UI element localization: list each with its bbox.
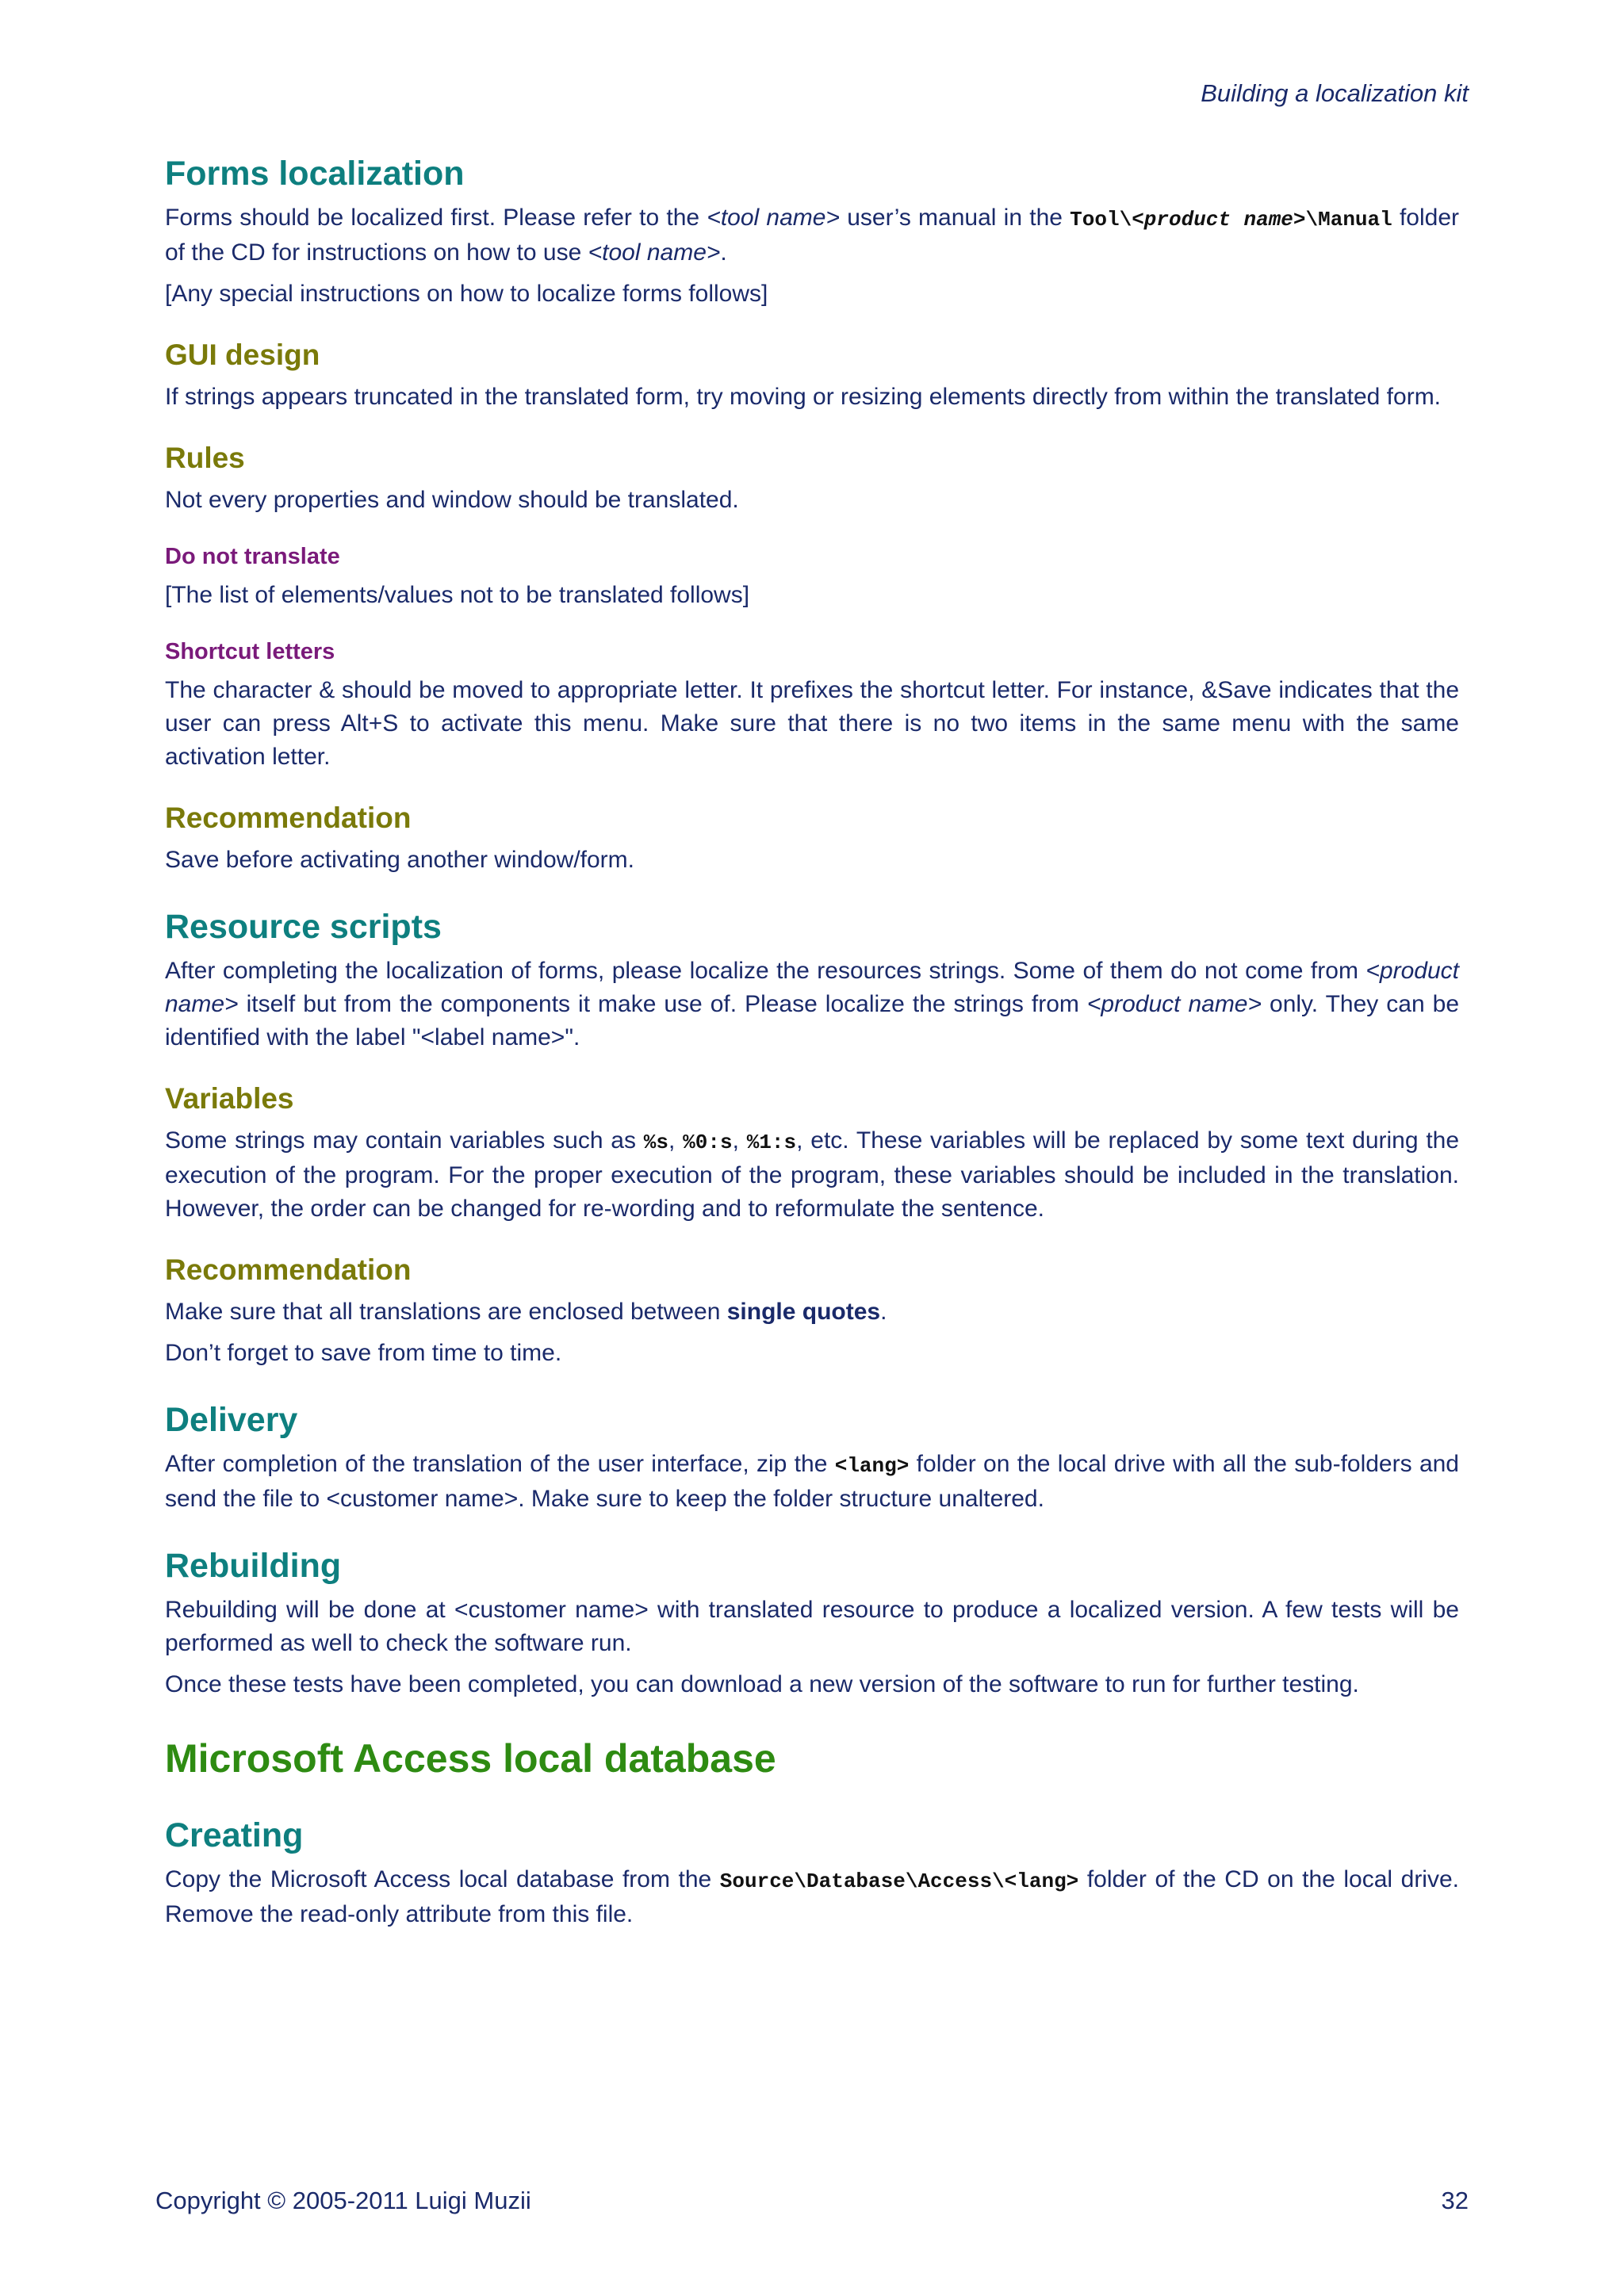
heading-microsoft-access: Microsoft Access local database	[165, 1736, 776, 1781]
paragraph-rec2-2: Don’t forget to save from time to time.	[165, 1340, 562, 1366]
paragraph-shortcut-1: The character & should be moved to appropriate letter. It prefixes the shortcut letter. For instance, &Save indicates that the user can press Alt+S to activate this menu. Make sure that there is no two items in the same menu with the same activation letter.	[165, 677, 1459, 770]
heading-delivery: Delivery	[165, 1401, 298, 1439]
text-run: .	[880, 1299, 887, 1325]
heading-resource-scripts: Resource scripts	[165, 908, 442, 946]
placeholder-tool-name: <tool name>	[707, 205, 840, 231]
heading-shortcut-letters: Shortcut letters	[165, 639, 335, 664]
code-path: Tool\	[1070, 208, 1132, 232]
paragraph-variables-1	[165, 1124, 1459, 1226]
paragraph-donot-1: [The list of elements/values not to be translated follows]	[165, 582, 750, 608]
paragraph-rec2-1	[165, 1295, 1459, 1329]
footer-page-number: 32	[1441, 2187, 1469, 2214]
text-run: After completion of the translation of the user interface, zip the	[165, 1451, 835, 1477]
paragraph-forms-1	[165, 201, 1459, 270]
paragraph-rec1-1: Save before activating another window/form.	[165, 847, 634, 873]
paragraph-rebuilding-2: Once these tests have been completed, you can download a new version of the software to run for further testing.	[165, 1671, 1359, 1697]
text-run: ,	[668, 1127, 684, 1154]
heading-recommendation-1: Recommendation	[165, 802, 412, 834]
code-path: Source\Database\Access\<lang>	[719, 1869, 1079, 1893]
code-variable: %1:s	[746, 1131, 797, 1154]
running-header: Building a localization kit	[1201, 79, 1469, 107]
text-run: itself but from the components it make use of. Please localize the strings from	[238, 991, 1087, 1017]
heading-rules: Rules	[165, 442, 245, 474]
paragraph-creating-1	[165, 1863, 1459, 1931]
heading-do-not-translate: Do not translate	[165, 544, 340, 569]
code-variable: %s	[643, 1131, 669, 1154]
heading-gui-design: GUI design	[165, 339, 320, 371]
text-run: folder of the CD for instructions on how to use	[165, 205, 1460, 266]
heading-variables: Variables	[165, 1082, 294, 1115]
text-run: After completing the localization of forms, please localize the resources strings. Some of them do not come from	[165, 958, 1366, 984]
heading-forms-localization: Forms localization	[165, 155, 465, 193]
text-run: ,	[732, 1127, 747, 1154]
heading-recommendation-2: Recommendation	[165, 1253, 412, 1286]
heading-rebuilding: Rebuilding	[165, 1547, 342, 1585]
placeholder-product-name: <product name>	[165, 958, 1459, 1017]
text-run: Make sure that all translations are enclosed between	[165, 1299, 727, 1325]
text-run: folder of the CD on the local drive. Remove the read-only attribute from this file.	[165, 1866, 1459, 1927]
footer-copyright: Copyright © 2005-2011 Luigi Muzii	[155, 2187, 531, 2214]
code-path: \Manual	[1305, 208, 1392, 232]
paragraph-resource-1	[165, 955, 1459, 1054]
code-variable: %0:s	[683, 1131, 733, 1154]
text-run: Forms should be localized first. Please refer to the	[165, 205, 707, 231]
code-path-placeholder: <product name>	[1132, 208, 1306, 232]
text-run: Some strings may contain variables such as	[165, 1127, 644, 1154]
text-run: , etc. These variables will be replaced by some text during the execution of the program. For the proper execution of the program, these variables should be included in the translation. However, the order can be changed for re-wording and to reformulate the sentence.	[165, 1127, 1460, 1222]
paragraph-delivery-1	[165, 1448, 1459, 1516]
text-run: .	[720, 239, 727, 266]
bold-text: single quotes	[726, 1299, 881, 1325]
text-run: only. They can be identified with the label "<label name>".	[165, 991, 1460, 1050]
paragraph-rebuilding-1: Rebuilding will be done at <customer name> with translated resource to produce a localized version. A few tests will be performed as well to check the software run.	[165, 1597, 1459, 1656]
paragraph-gui-1: If strings appears truncated in the translated form, try moving or resizing elements directly from within the translated form.	[165, 384, 1442, 410]
code-folder: <lang>	[834, 1454, 910, 1478]
heading-creating: Creating	[165, 1816, 304, 1854]
placeholder-tool-name: <tool name>	[588, 239, 721, 266]
paragraph-forms-2: [Any special instructions on how to localize forms follows]	[165, 281, 768, 307]
paragraph-rules-1: Not every properties and window should be translated.	[165, 487, 739, 513]
placeholder-product-name: <product name>	[1086, 991, 1262, 1017]
text-run: user’s manual in the	[840, 205, 1071, 231]
page-content	[165, 152, 1459, 1939]
text-run: folder on the local drive with all the sub-folders and send the file to <customer name>. Make sure to keep the folder structure unaltered.	[165, 1451, 1459, 1512]
text-run: Copy the Microsoft Access local database from the	[165, 1866, 720, 1892]
